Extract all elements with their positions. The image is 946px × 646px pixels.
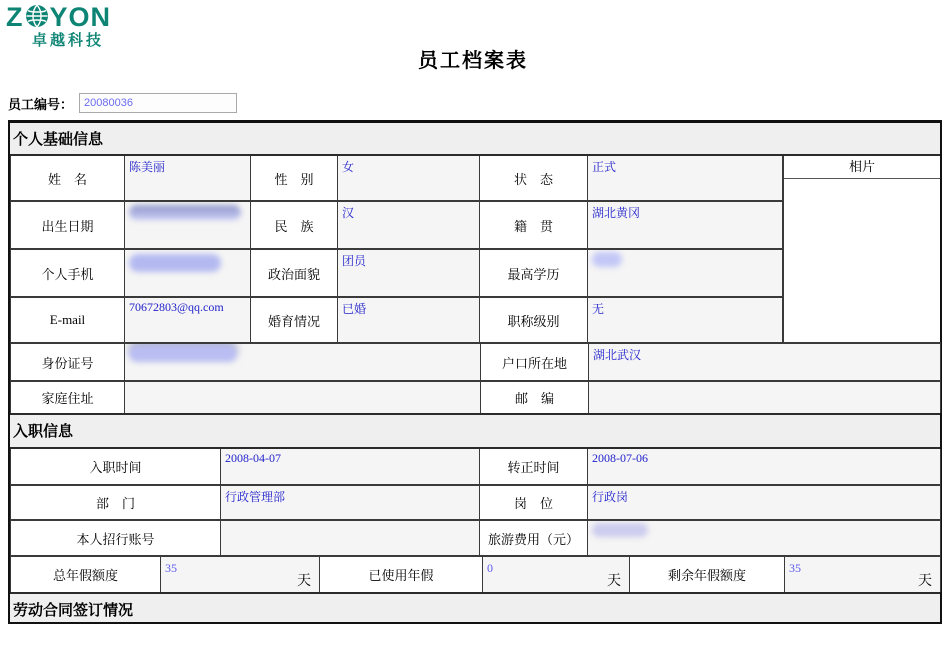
logo-text-left: Z (6, 1, 24, 32)
used-leave-unit: 天 (607, 572, 621, 588)
education-value[interactable] (588, 249, 783, 297)
employee-no-label: 员工编号： (8, 96, 74, 112)
redacted-travel-expense (592, 523, 648, 537)
political-status-value[interactable]: 团员 (338, 249, 480, 297)
status-value[interactable]: 正式 (588, 156, 783, 201)
native-place-value[interactable]: 湖北黄冈 (588, 201, 783, 249)
title-level-value[interactable]: 无 (588, 297, 783, 342)
ethnicity-label: 民 族 (251, 201, 338, 249)
total-leave-label: 总年假额度 (11, 556, 161, 592)
table-row (11, 485, 941, 520)
table-row (11, 297, 783, 342)
id-number-label: 身份证号 (11, 343, 125, 381)
table-row (11, 249, 783, 297)
logo-subtitle: 卓越科技 (32, 32, 105, 49)
confirm-date-label: 转正时间 (480, 449, 588, 485)
marital-status-value[interactable]: 已婚 (338, 297, 480, 342)
home-address-value[interactable] (125, 381, 481, 413)
gender-label: 性 别 (251, 156, 338, 201)
table-row (11, 520, 941, 555)
used-leave-label: 已使用年假 (320, 556, 483, 592)
status-label: 状 态 (480, 156, 588, 201)
table-row (11, 381, 941, 413)
annual-leave-table (10, 555, 941, 592)
email-value[interactable]: 70672803@qq.com (125, 297, 251, 342)
department-value[interactable]: 行政管理部 (221, 485, 480, 520)
marital-status-label: 婚育情况 (251, 297, 338, 342)
redacted-mobile (129, 254, 221, 272)
table-row (11, 449, 941, 485)
company-logo (6, 2, 111, 48)
travel-expense-value[interactable] (588, 520, 941, 555)
gender-value[interactable]: 女 (338, 156, 480, 201)
employee-no-row (8, 92, 946, 114)
section-header-personal: 个人基础信息 (10, 123, 940, 156)
department-label: 部 门 (11, 485, 221, 520)
native-place-label: 籍 贯 (480, 201, 588, 249)
table-row (11, 156, 783, 201)
used-leave-number: 0 (487, 561, 493, 575)
redacted-education (592, 252, 622, 267)
political-status-label: 政治面貌 (251, 249, 338, 297)
confirm-date-value[interactable]: 2008-07-06 (588, 449, 941, 485)
total-leave-unit: 天 (297, 572, 311, 588)
title-level-label: 职称级别 (480, 297, 588, 342)
section-header-employment: 入职信息 (10, 413, 940, 449)
email-label: E-mail (11, 297, 125, 342)
position-label: 岗 位 (480, 485, 588, 520)
employment-table (10, 449, 941, 555)
name-value[interactable]: 陈美丽 (125, 156, 251, 201)
redacted-birthdate (129, 205, 241, 220)
hire-date-label: 入职时间 (11, 449, 221, 485)
photo-cell (783, 156, 940, 342)
id-number-value[interactable] (125, 343, 481, 381)
total-leave-number: 35 (165, 561, 177, 575)
home-address-label: 家庭住址 (11, 381, 125, 413)
page-header (0, 0, 946, 88)
household-label: 户口所在地 (481, 343, 589, 381)
remaining-leave-unit: 天 (918, 572, 932, 588)
mobile-value[interactable] (125, 249, 251, 297)
logo-text-right: YON (49, 1, 112, 32)
birthdate-value[interactable] (125, 201, 251, 249)
table-row (11, 343, 941, 381)
position-value[interactable]: 行政岗 (588, 485, 941, 520)
hire-date-value[interactable]: 2008-04-07 (221, 449, 480, 485)
photo-label: 相片 (784, 156, 940, 179)
travel-expense-label: 旅游费用（元） (480, 520, 588, 555)
page-title: 员工档案表 (418, 50, 528, 72)
employee-form-table (8, 120, 942, 624)
identity-table (10, 342, 941, 413)
household-value[interactable]: 湖北武汉 (589, 343, 941, 381)
total-leave-value[interactable] (161, 556, 320, 592)
postcode-label: 邮 编 (481, 381, 589, 413)
globe-icon (25, 4, 49, 32)
personal-info-block (10, 156, 940, 342)
table-row (11, 201, 783, 249)
bank-account-value[interactable] (221, 520, 480, 555)
section-header-contract: 劳动合同签订情况 (10, 592, 940, 622)
table-row (11, 556, 941, 592)
bank-account-label: 本人招行账号 (11, 520, 221, 555)
birthdate-label: 出生日期 (11, 201, 125, 249)
personal-info-table (10, 156, 783, 342)
ethnicity-value[interactable]: 汉 (338, 201, 480, 249)
remaining-leave-label: 剩余年假额度 (630, 556, 785, 592)
remaining-leave-value[interactable] (785, 556, 941, 592)
redacted-id-number (129, 345, 237, 362)
postcode-value[interactable] (589, 381, 941, 413)
employee-no-input[interactable] (79, 93, 237, 113)
name-label: 姓 名 (11, 156, 125, 201)
used-leave-value[interactable] (483, 556, 630, 592)
remaining-leave-number: 35 (789, 561, 801, 575)
education-label: 最高学历 (480, 249, 588, 297)
mobile-label: 个人手机 (11, 249, 125, 297)
